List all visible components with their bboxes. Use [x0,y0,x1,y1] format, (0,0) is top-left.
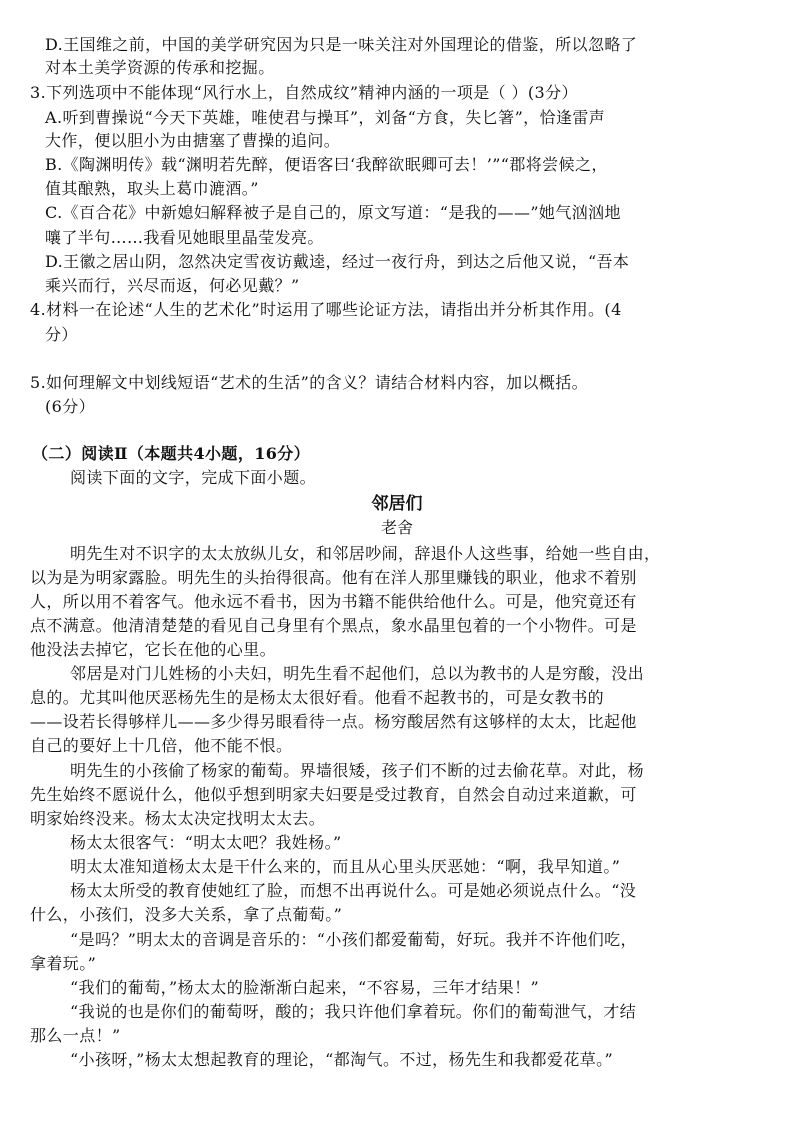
paragraph-line: 先生始终不愿说什么，他似乎想到明家夫妇要是受过教育，自然会自动过来道歉，可 [30,785,637,804]
paragraph-line: 息的。尤其叫他厌恶杨先生的是杨太太很好看。他看不起教书的，可是女教书的 [30,688,605,707]
option-d-line-2: 对本土美学资源的传承和挖掘。 [45,58,275,77]
instruction: 阅读下面的文字，完成下面小题。 [70,468,317,487]
option-c-line-2: 嚷了半句……我看见她眼里晶莹发亮。 [45,228,324,247]
paragraph-line: 杨太太所受的教育使她红了脸，而想不出再说什么。可是她必须说点什么。“没 [70,881,637,900]
question-5: 5.如何理解文中划线短语“艺术的生活”的含义？请结合材料内容，加以概括。 [30,373,589,392]
paragraph-line: 什么，小孩们，没多大关系，拿了点葡萄。” [30,905,343,924]
option-d2-line-2: 乘兴而行，兴尽而返，何必见戴？” [45,276,300,295]
option-d-line-1: D.王国维之前，中国的美学研究因为只是一味关注对外国理论的借鉴，所以忽略了 [45,35,638,54]
option-c-line-1: C.《百合花》中新媳妇解释被子是自己的，原文写道：“是我的——”她气汹汹地 [45,203,621,222]
question-4-cont: 分） [45,325,78,344]
paragraph-line: 明家始终没来。杨太太决定找明太太去。 [30,809,326,828]
paragraph-line: “我说的也是你们的葡萄呀，酸的；我只许他们拿着玩。你们的葡萄泄气，才结 [70,1002,637,1021]
section-heading: （二）阅读Ⅱ（本题共4小题，16分） [32,444,311,463]
option-a-line-2: 大作，便以胆小为由搪塞了曹操的追问。 [45,131,341,150]
paragraph-line: 点不满意。他清清楚楚的看见自己身里有个黑点，象水晶里包着的一个小物件。可是 [30,616,637,635]
paragraph-line: 明太太准知道杨太太是干什么来的，而且从心里头厌恶她：“啊，我早知道。” [70,857,621,876]
paragraph-line: 明先生对不识字的太太放纵儿女，和邻居吵闹，辞退仆人这些事，给她一些自由， [70,544,661,563]
paragraph-line: 他没法去掉它，它长在他的心里。 [30,640,277,659]
story-author: 老舍 [380,518,413,537]
paragraph-line: 杨太太很客气：“明太太吧？我姓杨。” [70,833,342,852]
paragraph-line: 拿着玩。” [30,954,97,973]
story-title: 邻居们 [371,494,423,514]
question-4: 4.材料一在论述“人生的艺术化”时运用了哪些论证方法，请指出并分析其作用。(4 [30,300,622,319]
paragraph-line: 自己的要好上十几倍，他不能不恨。 [30,736,293,755]
question-5-cont: (6分） [45,397,96,416]
paragraph-line: ——设若长得够样儿——多少得另眼看待一点。杨穷酸居然有这够样的太太，比起他 [30,712,637,731]
paragraph-line: “我们的葡萄，”杨太太的脸渐渐白起来，“不容易，三年才结果！” [70,978,540,997]
option-b-line-1: B.《陶渊明传》载“渊明若先醉，便语客曰‘我醉欲眠卿可去！’”“郡将尝候之， [45,155,608,174]
option-b-line-2: 值其酿熟，取头上葛巾漉酒。” [45,179,259,198]
paragraph-line: 明先生的小孩偷了杨家的葡萄。界墙很矮，孩子们不断的过去偷花草。对此，杨 [70,761,645,780]
paragraph-line: 人，所以用不着客气。他永远不看书，因为书籍不能供给他什么。可是，他究竟还有 [30,592,637,611]
option-a-line-1: A.听到曹操说“今天下英雄，唯使君与操耳”，刘备“方食，失匕箸”，恰逢雷声 [45,108,606,127]
paragraph-line: 邻居是对门儿姓杨的小夫妇，明先生看不起他们，总以为教书的人是穷酸，没出 [70,664,645,683]
paragraph-line: “是吗？”明太太的音调是音乐的：“小孩们都爱葡萄，好玩。我并不许他们吃， [70,930,637,949]
option-d2-line-1: D.王徽之居山阴，忽然决定雪夜访戴逵，经过一夜行舟，到达之后他又说，“吾本 [45,252,630,271]
question-3: 3.下列选项中不能体现“风行水上，自然成纹”精神内涵的一项是（ ）(3分） [30,83,578,102]
paragraph-line: 以为是为明家露脸。明先生的头抬得很高。他有在洋人那里赚钱的职业，他求不着别 [30,568,637,587]
paragraph-line: 那么一点！” [30,1026,121,1045]
paragraph-line: “小孩呀，”杨太太想起教育的理论，“都淘气。不过，杨先生和我都爱花草。” [70,1050,614,1069]
